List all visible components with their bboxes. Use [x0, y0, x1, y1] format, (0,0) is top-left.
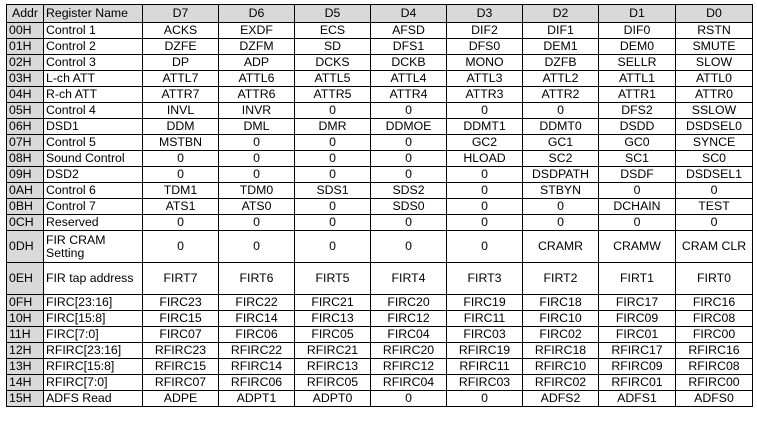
bit-cell-d0: ATTR0 — [676, 87, 753, 103]
bit-cell-d5: FIRC13 — [295, 311, 371, 327]
bit-cell-d5: RFIRC21 — [295, 343, 371, 359]
register-name: Control 6 — [44, 183, 143, 199]
table-row — [7, 167, 753, 183]
bit-cell-d0: 0 — [676, 183, 753, 199]
column-header-d1: D1 — [599, 5, 676, 23]
bit-cell-d7: FIRC15 — [143, 311, 219, 327]
table-row — [7, 359, 753, 375]
register-address: 12H — [7, 343, 44, 359]
bit-cell-d6: 0 — [219, 215, 295, 231]
bit-cell-d4: 0 — [371, 135, 447, 151]
register-address: 07H — [7, 135, 44, 151]
bit-cell-d3: RFIRC19 — [447, 343, 523, 359]
register-name: RFIRC[7:0] — [44, 375, 143, 391]
bit-cell-d2: 0 — [523, 215, 599, 231]
bit-cell-d6: 0 — [219, 167, 295, 183]
bit-cell-d1: ADFS1 — [599, 391, 676, 407]
bit-cell-d6: RFIRC06 — [219, 375, 295, 391]
register-address: 0BH — [7, 199, 44, 215]
bit-cell-d3: 0 — [447, 231, 523, 263]
table-row — [7, 327, 753, 343]
table-row — [7, 151, 753, 167]
bit-cell-d4: 0 — [371, 231, 447, 263]
bit-cell-d0: FIRC16 — [676, 295, 753, 311]
bit-cell-d6: ATTR6 — [219, 87, 295, 103]
bit-cell-d7: INVL — [143, 103, 219, 119]
bit-cell-d5: SDS1 — [295, 183, 371, 199]
bit-cell-d5: ATTL5 — [295, 71, 371, 87]
table-row — [7, 391, 753, 407]
bit-cell-d3: MONO — [447, 55, 523, 71]
bit-cell-d0: SMUTE — [676, 39, 753, 55]
register-address: 14H — [7, 375, 44, 391]
bit-cell-d2: DEM1 — [523, 39, 599, 55]
bit-cell-d5: 0 — [295, 103, 371, 119]
register-address: 09H — [7, 167, 44, 183]
bit-cell-d2: RFIRC02 — [523, 375, 599, 391]
register-address: 02H — [7, 55, 44, 71]
bit-cell-d1: FIRT1 — [599, 263, 676, 295]
register-address: 15H — [7, 391, 44, 407]
bit-cell-d5: DMR — [295, 119, 371, 135]
register-address: 03H — [7, 71, 44, 87]
table-row — [7, 375, 753, 391]
bit-cell-d0: SLOW — [676, 55, 753, 71]
bit-cell-d5: 0 — [295, 231, 371, 263]
bit-cell-d7: RFIRC23 — [143, 343, 219, 359]
register-name: RFIRC[23:16] — [44, 343, 143, 359]
register-address: 10H — [7, 311, 44, 327]
bit-cell-d1: RFIRC09 — [599, 359, 676, 375]
bit-cell-d5: DCKS — [295, 55, 371, 71]
register-name: DSD1 — [44, 119, 143, 135]
bit-cell-d4: DCKB — [371, 55, 447, 71]
bit-cell-d4: 0 — [371, 391, 447, 407]
column-header-register-name: Register Name — [44, 5, 143, 23]
header-row — [7, 5, 753, 23]
register-address: 08H — [7, 151, 44, 167]
table-row — [7, 183, 753, 199]
bit-cell-d7: 0 — [143, 167, 219, 183]
bit-cell-d2: DDMT0 — [523, 119, 599, 135]
bit-cell-d0: RFIRC08 — [676, 359, 753, 375]
register-name: Control 2 — [44, 39, 143, 55]
bit-cell-d4: SDS0 — [371, 199, 447, 215]
bit-cell-d1: DSDF — [599, 167, 676, 183]
bit-cell-d1: ATTL1 — [599, 71, 676, 87]
register-name: Control 1 — [44, 23, 143, 39]
register-address: 11H — [7, 327, 44, 343]
register-name: FIRC[15:8] — [44, 311, 143, 327]
bit-cell-d2: CRAMR — [523, 231, 599, 263]
register-name: Control 5 — [44, 135, 143, 151]
bit-cell-d5: ATTR5 — [295, 87, 371, 103]
table-row — [7, 119, 753, 135]
bit-cell-d6: ADPT1 — [219, 391, 295, 407]
bit-cell-d5: 0 — [295, 199, 371, 215]
bit-cell-d6: ATTL6 — [219, 71, 295, 87]
bit-cell-d1: 0 — [599, 215, 676, 231]
bit-cell-d6: DML — [219, 119, 295, 135]
column-header-addr: Addr — [7, 5, 44, 23]
register-name: FIRC[23:16] — [44, 295, 143, 311]
bit-cell-d2: DIF1 — [523, 23, 599, 39]
bit-cell-d4: DDMOE — [371, 119, 447, 135]
bit-cell-d1: SELLR — [599, 55, 676, 71]
register-rows — [7, 23, 753, 407]
register-address: 0EH — [7, 263, 44, 295]
bit-cell-d7: 0 — [143, 215, 219, 231]
bit-cell-d3: RFIRC11 — [447, 359, 523, 375]
bit-cell-d7: MSTBN — [143, 135, 219, 151]
bit-cell-d6: EXDF — [219, 23, 295, 39]
bit-cell-d5: FIRT5 — [295, 263, 371, 295]
bit-cell-d1: 0 — [599, 183, 676, 199]
bit-cell-d2: GC1 — [523, 135, 599, 151]
bit-cell-d7: RFIRC15 — [143, 359, 219, 375]
register-name: DSD2 — [44, 167, 143, 183]
bit-cell-d5: 0 — [295, 151, 371, 167]
bit-cell-d2: FIRC02 — [523, 327, 599, 343]
bit-cell-d3: HLOAD — [447, 151, 523, 167]
bit-cell-d5: 0 — [295, 135, 371, 151]
bit-cell-d3: ATTR3 — [447, 87, 523, 103]
bit-cell-d0: FIRT0 — [676, 263, 753, 295]
column-header-d0: D0 — [676, 5, 753, 23]
bit-cell-d7: ACKS — [143, 23, 219, 39]
bit-cell-d5: FIRC05 — [295, 327, 371, 343]
bit-cell-d2: ATTL2 — [523, 71, 599, 87]
register-name: FIR tap address — [44, 263, 143, 295]
bit-cell-d6: ADP — [219, 55, 295, 71]
bit-cell-d3: FIRT3 — [447, 263, 523, 295]
bit-cell-d1: FIRC09 — [599, 311, 676, 327]
bit-cell-d1: DSDD — [599, 119, 676, 135]
bit-cell-d4: FIRT4 — [371, 263, 447, 295]
bit-cell-d5: SD — [295, 39, 371, 55]
column-header-d5: D5 — [295, 5, 371, 23]
bit-cell-d7: 0 — [143, 231, 219, 263]
table-row — [7, 263, 753, 295]
bit-cell-d3: 0 — [447, 183, 523, 199]
register-name: FIR CRAM Setting — [44, 231, 143, 263]
bit-cell-d4: FIRC12 — [371, 311, 447, 327]
bit-cell-d7: ADPE — [143, 391, 219, 407]
bit-cell-d7: TDM1 — [143, 183, 219, 199]
bit-cell-d5: 0 — [295, 215, 371, 231]
bit-cell-d5: RFIRC13 — [295, 359, 371, 375]
register-address: 05H — [7, 103, 44, 119]
bit-cell-d7: DP — [143, 55, 219, 71]
bit-cell-d0: ADFS0 — [676, 391, 753, 407]
register-name: ADFS Read — [44, 391, 143, 407]
bit-cell-d1: CRAMW — [599, 231, 676, 263]
bit-cell-d1: FIRC17 — [599, 295, 676, 311]
bit-cell-d2: STBYN — [523, 183, 599, 199]
bit-cell-d0: SC0 — [676, 151, 753, 167]
table-row — [7, 295, 753, 311]
bit-cell-d4: AFSD — [371, 23, 447, 39]
bit-cell-d5: ECS — [295, 23, 371, 39]
register-name: Sound Control — [44, 151, 143, 167]
table-row — [7, 55, 753, 71]
bit-cell-d2: SC2 — [523, 151, 599, 167]
bit-cell-d6: FIRC14 — [219, 311, 295, 327]
register-map — [6, 4, 753, 407]
bit-cell-d3: FIRC11 — [447, 311, 523, 327]
bit-cell-d7: DDM — [143, 119, 219, 135]
bit-cell-d2: ADFS2 — [523, 391, 599, 407]
bit-cell-d4: RFIRC20 — [371, 343, 447, 359]
bit-cell-d7: ATTR7 — [143, 87, 219, 103]
bit-cell-d7: FIRC07 — [143, 327, 219, 343]
bit-cell-d4: RFIRC12 — [371, 359, 447, 375]
column-header-d7: D7 — [143, 5, 219, 23]
bit-cell-d6: 0 — [219, 231, 295, 263]
bit-cell-d2: FIRT2 — [523, 263, 599, 295]
bit-cell-d2: FIRC10 — [523, 311, 599, 327]
bit-cell-d6: FIRC22 — [219, 295, 295, 311]
bit-cell-d5: ADPT0 — [295, 391, 371, 407]
bit-cell-d3: GC2 — [447, 135, 523, 151]
table-row — [7, 311, 753, 327]
bit-cell-d4: 0 — [371, 215, 447, 231]
bit-cell-d0: FIRC00 — [676, 327, 753, 343]
register-address: 04H — [7, 87, 44, 103]
table-row — [7, 39, 753, 55]
register-name: RFIRC[15:8] — [44, 359, 143, 375]
bit-cell-d0: DSDSEL0 — [676, 119, 753, 135]
bit-cell-d0: SSLOW — [676, 103, 753, 119]
bit-cell-d0: 0 — [676, 215, 753, 231]
bit-cell-d4: DFS1 — [371, 39, 447, 55]
bit-cell-d1: RFIRC17 — [599, 343, 676, 359]
bit-cell-d1: DIF0 — [599, 23, 676, 39]
bit-cell-d6: INVR — [219, 103, 295, 119]
bit-cell-d1: DCHAIN — [599, 199, 676, 215]
bit-cell-d0: TEST — [676, 199, 753, 215]
table-row — [7, 87, 753, 103]
table-row — [7, 103, 753, 119]
bit-cell-d3: DFS0 — [447, 39, 523, 55]
bit-cell-d4: 0 — [371, 151, 447, 167]
bit-cell-d1: FIRC01 — [599, 327, 676, 343]
bit-cell-d1: SC1 — [599, 151, 676, 167]
bit-cell-d2: DZFB — [523, 55, 599, 71]
bit-cell-d7: DZFE — [143, 39, 219, 55]
bit-cell-d3: DIF2 — [447, 23, 523, 39]
bit-cell-d1: ATTR1 — [599, 87, 676, 103]
column-header-d6: D6 — [219, 5, 295, 23]
bit-cell-d6: RFIRC22 — [219, 343, 295, 359]
table-row — [7, 135, 753, 151]
bit-cell-d4: FIRC20 — [371, 295, 447, 311]
register-name: Control 4 — [44, 103, 143, 119]
bit-cell-d7: FIRT7 — [143, 263, 219, 295]
bit-cell-d3: RFIRC03 — [447, 375, 523, 391]
register-name: Control 7 — [44, 199, 143, 215]
bit-cell-d3: ATTL3 — [447, 71, 523, 87]
bit-cell-d0: ATTL0 — [676, 71, 753, 87]
register-address: 0FH — [7, 295, 44, 311]
bit-cell-d1: RFIRC01 — [599, 375, 676, 391]
bit-cell-d3: FIRC19 — [447, 295, 523, 311]
bit-cell-d0: CRAM CLR — [676, 231, 753, 263]
bit-cell-d0: SYNCE — [676, 135, 753, 151]
bit-cell-d3: 0 — [447, 215, 523, 231]
table-row — [7, 343, 753, 359]
register-table — [6, 4, 753, 407]
bit-cell-d6: FIRC06 — [219, 327, 295, 343]
bit-cell-d5: FIRC21 — [295, 295, 371, 311]
bit-cell-d2: 0 — [523, 103, 599, 119]
column-header-d4: D4 — [371, 5, 447, 23]
bit-cell-d3: 0 — [447, 199, 523, 215]
bit-cell-d5: 0 — [295, 167, 371, 183]
register-address: 0DH — [7, 231, 44, 263]
bit-cell-d6: DZFM — [219, 39, 295, 55]
bit-cell-d7: ATS1 — [143, 199, 219, 215]
bit-cell-d4: FIRC04 — [371, 327, 447, 343]
bit-cell-d6: TDM0 — [219, 183, 295, 199]
register-address: 06H — [7, 119, 44, 135]
bit-cell-d4: RFIRC04 — [371, 375, 447, 391]
bit-cell-d4: ATTR4 — [371, 87, 447, 103]
bit-cell-d3: DDMT1 — [447, 119, 523, 135]
table-row — [7, 231, 753, 263]
bit-cell-d0: DSDSEL1 — [676, 167, 753, 183]
bit-cell-d2: ATTR2 — [523, 87, 599, 103]
bit-cell-d4: ATTL4 — [371, 71, 447, 87]
bit-cell-d4: 0 — [371, 167, 447, 183]
register-name: Reserved — [44, 215, 143, 231]
register-address: 01H — [7, 39, 44, 55]
bit-cell-d0: RFIRC00 — [676, 375, 753, 391]
bit-cell-d6: ATS0 — [219, 199, 295, 215]
register-name: FIRC[7:0] — [44, 327, 143, 343]
bit-cell-d4: SDS2 — [371, 183, 447, 199]
bit-cell-d0: FIRC08 — [676, 311, 753, 327]
bit-cell-d1: DEM0 — [599, 39, 676, 55]
register-address: 13H — [7, 359, 44, 375]
bit-cell-d2: FIRC18 — [523, 295, 599, 311]
register-name: R-ch ATT — [44, 87, 143, 103]
bit-cell-d3: 0 — [447, 391, 523, 407]
bit-cell-d4: 0 — [371, 103, 447, 119]
bit-cell-d7: RFIRC07 — [143, 375, 219, 391]
bit-cell-d1: GC0 — [599, 135, 676, 151]
column-header-d2: D2 — [523, 5, 599, 23]
bit-cell-d7: ATTL7 — [143, 71, 219, 87]
bit-cell-d2: 0 — [523, 199, 599, 215]
register-address: 0AH — [7, 183, 44, 199]
bit-cell-d3: 0 — [447, 103, 523, 119]
bit-cell-d0: RSTN — [676, 23, 753, 39]
bit-cell-d7: FIRC23 — [143, 295, 219, 311]
bit-cell-d3: 0 — [447, 167, 523, 183]
table-row — [7, 199, 753, 215]
bit-cell-d0: RFIRC16 — [676, 343, 753, 359]
register-name: Control 3 — [44, 55, 143, 71]
bit-cell-d6: RFIRC14 — [219, 359, 295, 375]
bit-cell-d7: 0 — [143, 151, 219, 167]
bit-cell-d5: RFIRC05 — [295, 375, 371, 391]
bit-cell-d2: RFIRC10 — [523, 359, 599, 375]
bit-cell-d6: FIRT6 — [219, 263, 295, 295]
column-header-d3: D3 — [447, 5, 523, 23]
table-row — [7, 215, 753, 231]
bit-cell-d6: 0 — [219, 135, 295, 151]
bit-cell-d1: DFS2 — [599, 103, 676, 119]
table-row — [7, 71, 753, 87]
bit-cell-d2: RFIRC18 — [523, 343, 599, 359]
register-name: L-ch ATT — [44, 71, 143, 87]
bit-cell-d6: 0 — [219, 151, 295, 167]
table-row — [7, 23, 753, 39]
bit-cell-d2: DSDPATH — [523, 167, 599, 183]
register-address: 00H — [7, 23, 44, 39]
register-address: 0CH — [7, 215, 44, 231]
bit-cell-d3: FIRC03 — [447, 327, 523, 343]
